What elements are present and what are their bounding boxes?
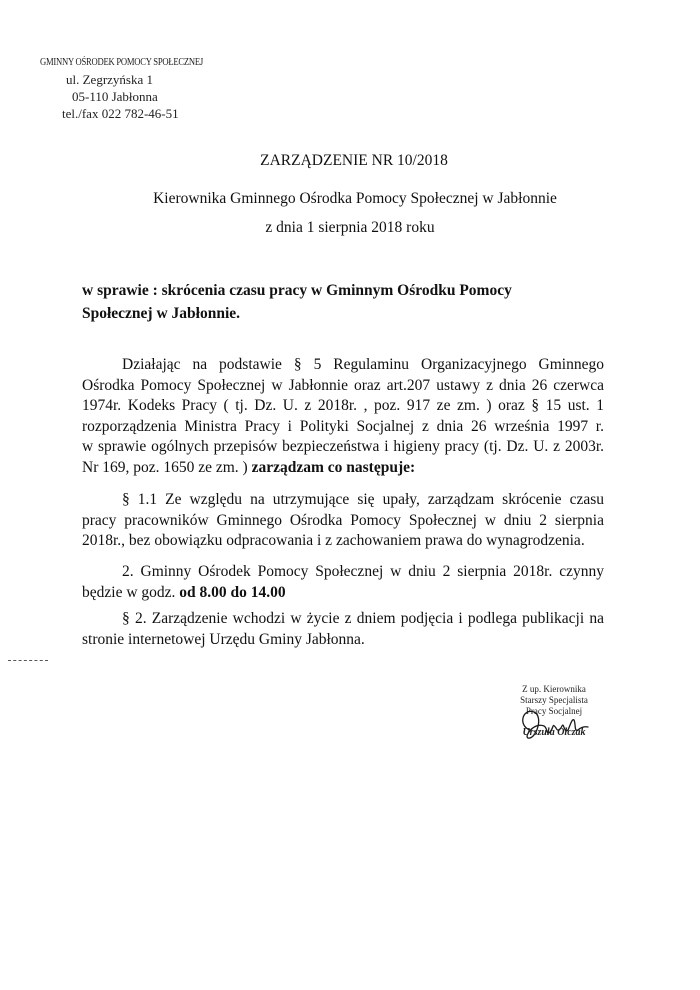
paragraph-line: § 1.1 Ze względu na utrzymujące się upały, zarządzam skrócenie czasu [122, 491, 604, 508]
stamp-phone: tel./fax 022 782-46-51 [62, 106, 179, 121]
subject-line-2: Społecznej w Jabłonnie. [82, 305, 241, 322]
signature-name: Urszula Olczak [522, 727, 586, 738]
margin-mark [8, 660, 48, 662]
document-subject [82, 279, 602, 325]
signature-line-1: Z up. Kierownika [522, 684, 586, 694]
paragraph-line: § 2. Zarządzenie wchodzi w życie z dniem podjęcia i podlega publikacji na [122, 610, 604, 627]
office-stamp [40, 54, 239, 122]
stamp-street: ul. Zegrzyńska 1 [66, 72, 154, 87]
paragraph-bold-text: zarządzam co następuje: [251, 458, 416, 476]
paragraph-text: Nr 169, poz. 1650 ze zm. ) [82, 458, 248, 476]
document-date: z dnia 1 sierpnia 2018 roku [265, 219, 435, 236]
paragraph-line: stronie internetowej Urzędu Gminy Jabłonna. [82, 630, 365, 648]
paragraph-line: 1974r. Kodeks Pracy ( tj. Dz. U. z 2018r. , poz. 917 ze zm. ) oraz § 15 ust. 1 [82, 397, 604, 414]
paragraph-line: Ośrodka Pomocy Społecznej w Jabłonnie oraz art.207 ustawy z dnia 26 czerwca [82, 376, 604, 394]
paragraph-section-1-2 [82, 562, 604, 603]
paragraph-line [82, 583, 604, 604]
paragraph-line: rozporządzenia Ministra Pracy i Polityki Socjalnej z dnia 26 września 1997 r. [82, 417, 604, 435]
paragraph-line: w sprawie ogólnych przepisów bezpieczeństwa i higieny pracy (tj. Dz. U. z 2003r. [82, 438, 604, 455]
paragraph-text: będzie w godz. [82, 583, 176, 601]
paragraph-line [82, 458, 604, 479]
paragraph-section-2 [82, 609, 604, 650]
handwritten-signature-icon [514, 700, 594, 748]
paragraph-line: 2. Gminny Ośrodek Pomocy Społecznej w dniu 2 sierpnia 2018r. czynny [122, 563, 604, 580]
paragraph-section-1-1 [82, 490, 604, 552]
paragraph-line: Działając na podstawie § 5 Regulaminu Organizacyjnego Gminnego [122, 356, 604, 373]
paragraph-legal-basis [82, 355, 604, 478]
document-issuer: Kierownika Gminnego Ośrodka Pomocy Społecznej w Jabłonnie [153, 190, 557, 207]
paragraph-bold-text: od 8.00 do 14.00 [179, 583, 286, 601]
signature-line-3: Pracy Socjalnej [525, 706, 583, 716]
subject-line-1: w sprawie : skrócenia czasu pracy w Gminnym Ośrodku Pomocy [82, 282, 512, 299]
stamp-org-name: GMINNY OŚRODEK POMOCY SPOŁECZNEJ [40, 57, 203, 68]
stamp-city: 05-110 Jabłonna [72, 89, 158, 104]
paragraph-line: pracy pracowników Gminnego Ośrodka Pomocy Społecznej w dniu 2 sierpnia [82, 511, 604, 529]
signature-line-2: Starszy Specjalista [520, 695, 588, 705]
document-title: ZARZĄDZENIE NR 10/2018 [260, 152, 448, 169]
paragraph-line: 2018r., bez obowiązku odpracowania i z zachowaniem prawa do wynagrodzenia. [82, 532, 585, 549]
